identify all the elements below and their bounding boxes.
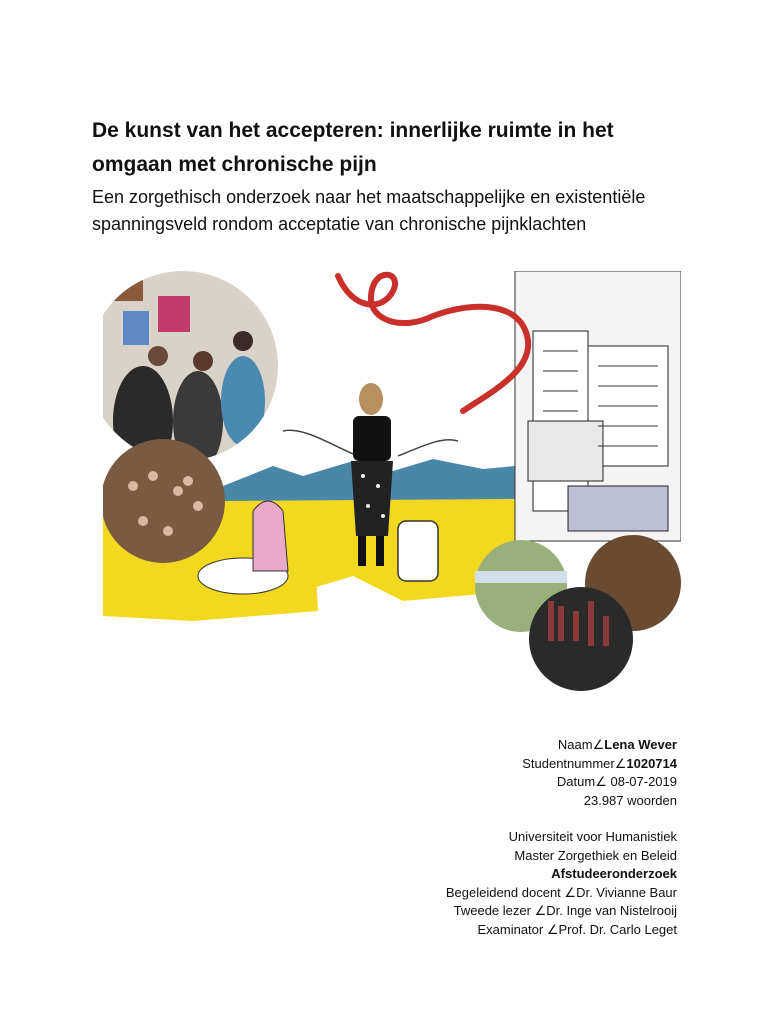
second-reader-row: Tweede lezer ∠Dr. Inge van Nistelrooij (453, 903, 677, 918)
supervisor-name: Dr. Vivianne Baur (576, 884, 677, 900)
student-name: Lena Wever (604, 737, 677, 752)
university-name: Universiteit voor Humanistiek (508, 829, 677, 844)
student-name-row: Naam∠Lena Wever (557, 737, 677, 752)
document-subtitle: Een zorgethisch onderzoek naar het maatschappelijke en existentiële spanningsveld rondom acceptatie van chronische pijnklachten (92, 187, 646, 234)
date-row: Datum∠ 08-07-2019 (556, 774, 677, 789)
date-value: 08-07-2019 (606, 774, 677, 789)
word-count: 23.987 woorden (583, 792, 677, 808)
student-number-row: Studentnummer∠1020714 (522, 755, 677, 771)
student-number: 1020714 (626, 755, 677, 771)
thesis-type: Afstudeeronderzoek (551, 866, 677, 881)
master-program: Master Zorgethiek en Beleid (514, 847, 677, 863)
examiner-name: Prof. Dr. Carlo Leget (558, 921, 677, 937)
cover-collage-image (103, 271, 681, 691)
spacer (446, 810, 677, 828)
supervisor-row: Begeleidend docent ∠Dr. Vivianne Baur (445, 884, 677, 900)
document-title: De kunst van het accepteren: innerlijke ruimte in het omgaan met chronische pijn (92, 119, 614, 176)
second-reader-name: Dr. Inge van Nistelrooij (546, 903, 677, 918)
examiner-row: Examinator ∠Prof. Dr. Carlo Leget (477, 921, 677, 937)
document-details (446, 736, 677, 939)
